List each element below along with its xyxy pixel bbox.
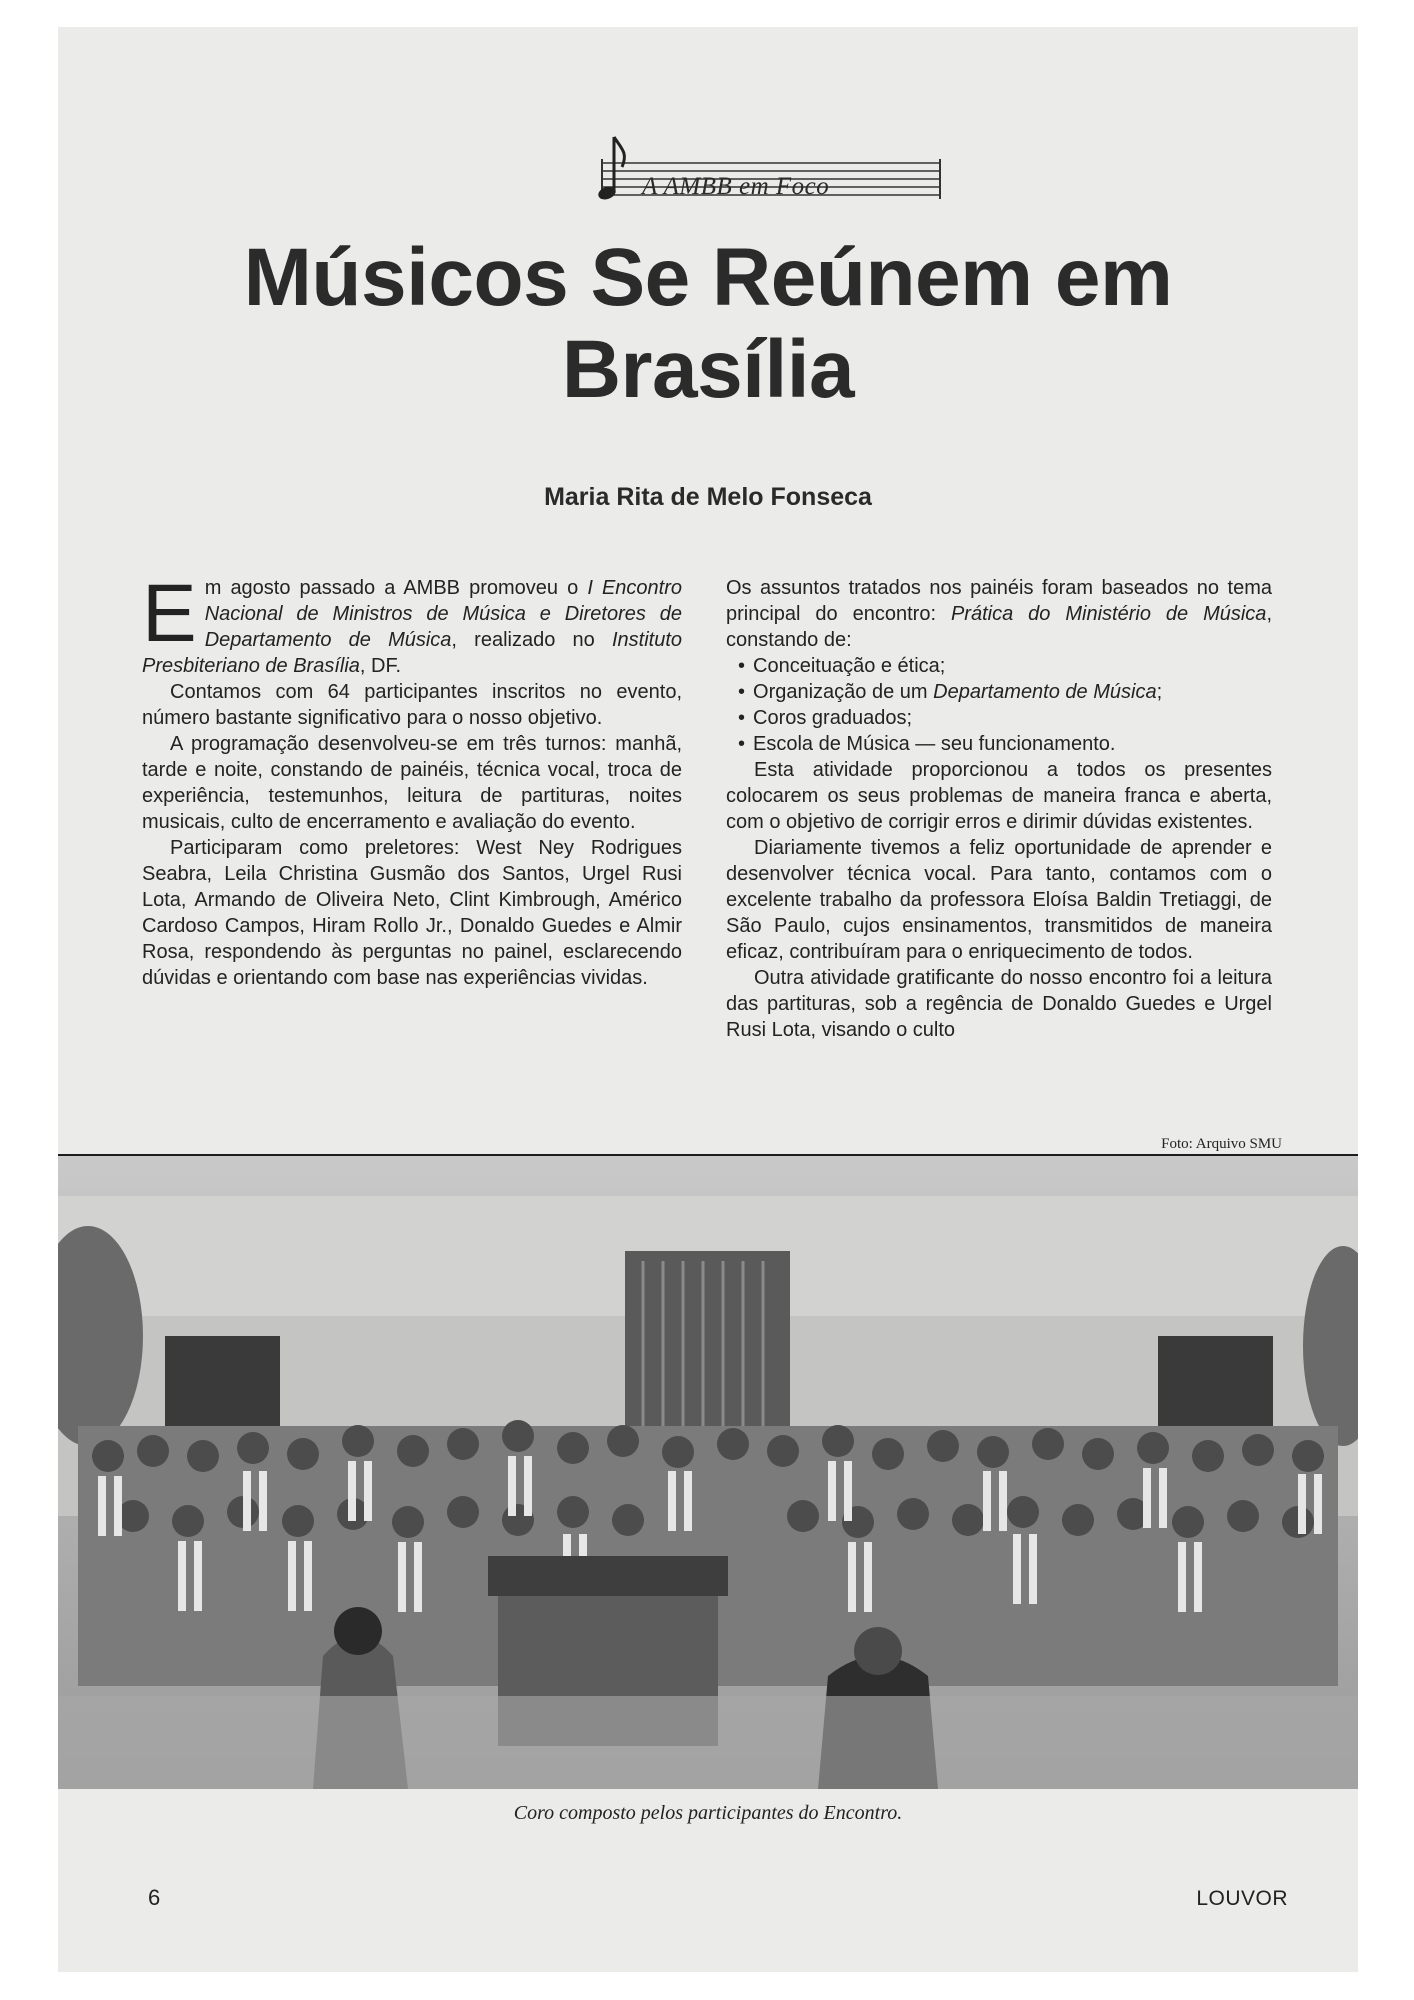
intro-paragraph	[142, 568, 682, 679]
event-name: I Encontro Nacional de Ministros de Música e Diretores de Departamento de Música	[204, 577, 682, 651]
list-item-text-b: ;	[1156, 681, 1163, 703]
page-number: 6	[148, 1885, 161, 1910]
paragraph: A programação desenvolveu-se em três turnos: manhã, tarde e noite, constando de painéis, técnica vocal, troca de experiência, testemunhos, leitura de partituras, noites musicais, culto de encerramento e avaliação do evento.	[142, 733, 682, 833]
magazine-page	[58, 27, 1358, 1972]
music-note-icon	[550, 127, 950, 217]
paragraph: Esta atividade proporcionou a todos os presentes colocarem os seus problemas de maneira franca e aberta, com o objetivo de corrigir erros e dirimir dúvidas existentes.	[726, 759, 1272, 833]
section-label-text: A AMBB em Foco	[642, 173, 830, 200]
topics-list	[726, 653, 1272, 757]
drop-cap: E	[142, 568, 197, 659]
topics-intro-b: , constando de:	[726, 603, 1272, 651]
section-label	[550, 127, 950, 217]
photo-credit: Foto: Arquivo SMU	[1161, 1136, 1282, 1152]
list-item: • Escola de Música — seu funcionamento.	[738, 731, 1272, 757]
topics-intro-a: Os assuntos tratados nos painéis foram baseados no tema principal do encontro:	[726, 577, 1272, 625]
right-column	[726, 575, 1272, 1043]
list-item: • Conceituação e ética;	[738, 653, 1272, 679]
article-title	[58, 232, 1358, 416]
intro-text-b: , realizado no	[451, 629, 612, 651]
venue-name: Instituto Presbiteriano de Brasília	[142, 629, 682, 677]
list-item-text-a: Organização de um	[753, 681, 934, 703]
list-item	[738, 679, 1272, 705]
photo-caption: Coro composto pelos participantes do Encontro.	[513, 1802, 903, 1824]
magazine-name: LOUVOR	[1196, 1887, 1288, 1910]
choir-photo	[58, 1156, 1358, 1789]
paragraph: Diariamente tivemos a feliz oportunidade de aprender e desenvolver técnica vocal. Para tanto, contamos com o excelente trabalho da professora Eloísa Baldin Tretiaggi, de São Paulo, cujos ensinamentos, transmitidos de maneira eficaz, contribuíram para o enriquecimento de todos.	[726, 837, 1272, 963]
paragraph	[726, 575, 1272, 653]
intro-text-a: m agosto passado a AMBB promoveu o	[204, 577, 588, 599]
article-title-line-2: Brasília	[561, 324, 855, 415]
article-title-line-1: Músicos Se Reúnem em	[243, 232, 1173, 323]
intro-text-c: , DF.	[359, 655, 402, 677]
paragraph: Contamos com 64 participantes inscritos no evento, número bastante significativo para o nosso objetivo.	[142, 681, 682, 729]
choir-photo-illustration	[58, 1156, 1358, 1789]
left-column	[142, 568, 682, 991]
list-item: • Coros graduados;	[738, 705, 1272, 731]
paragraph: Outra atividade gratificante do nosso encontro foi a leitura das partituras, sob a regência de Donaldo Guedes e Urgel Rusi Lota, visando o culto	[726, 967, 1272, 1041]
theme-name: Prática do Ministério de Música	[950, 603, 1267, 625]
paragraph: Participaram como preletores: West Ney Rodrigues Seabra, Leila Christina Gusmão dos Santos, Urgel Rusi Lota, Armando de Oliveira Neto, Clint Kimbrough, Américo Cardoso Campos, Hiram Rollo Jr., Donaldo Guedes e Almir Rosa, respondendo às perguntas no painel, esclarecendo dúvidas e orientando com base nas experiências vividas.	[142, 837, 682, 989]
list-item-emphasis: Departamento de Música	[933, 681, 1157, 703]
author-byline: Maria Rita de Melo Fonseca	[544, 483, 872, 511]
